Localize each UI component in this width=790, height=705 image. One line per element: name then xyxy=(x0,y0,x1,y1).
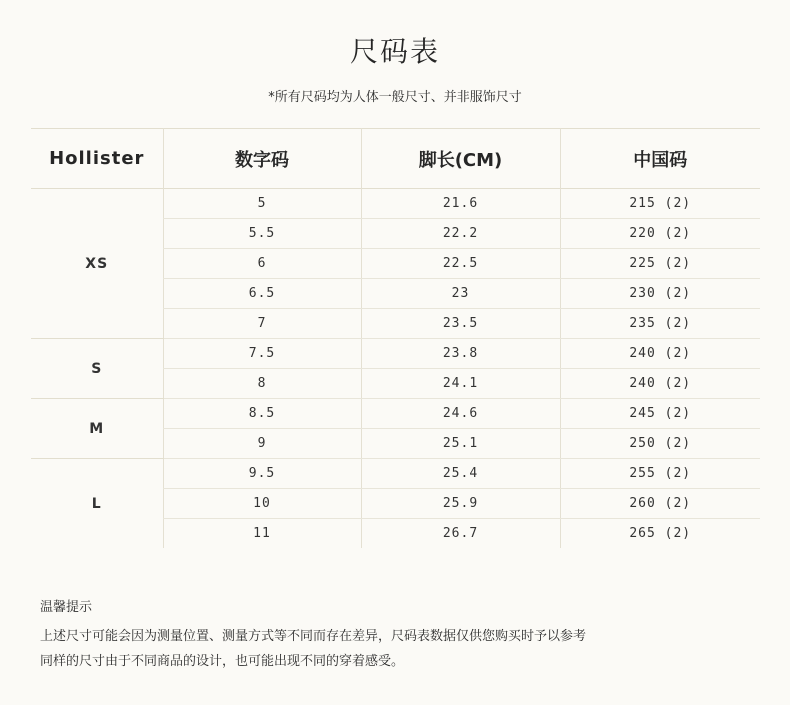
size-group-label: L xyxy=(91,495,102,512)
foot-length-cell: 22.5 xyxy=(361,249,560,279)
table-body xyxy=(31,189,760,549)
china-size-cell: 240 (2) xyxy=(560,339,760,369)
size-group-label: XS xyxy=(31,189,163,339)
china-size-cell: 260 (2) xyxy=(560,489,760,519)
number-size-cell: 10 xyxy=(163,489,361,519)
foot-length-cell: 21.6 xyxy=(361,189,560,219)
notes-line: 同样的尺寸由于不同商品的设计，也可能出现不同的穿着感受。 xyxy=(40,654,405,669)
notes-title: 温馨提示 xyxy=(40,600,93,615)
china-size-cell: 225 (2) xyxy=(560,249,760,279)
number-size-cell: 11 xyxy=(163,519,361,549)
number-size-cell: 6.5 xyxy=(163,279,361,309)
page-subtitle: *所有尺码均为人体一般尺寸、并非服饰尺寸 xyxy=(268,90,522,105)
number-size-cell: 6 xyxy=(163,249,361,279)
size-chart-table xyxy=(31,128,760,548)
foot-length-cell: 25.4 xyxy=(361,459,560,489)
page-title: 尺码表 xyxy=(349,35,440,68)
foot-length-cell: 22.2 xyxy=(361,219,560,249)
foot-length-cell: 24.6 xyxy=(361,399,560,429)
number-size-cell: 8.5 xyxy=(163,399,361,429)
china-size-cell: 220 (2) xyxy=(560,219,760,249)
table-row xyxy=(31,339,760,369)
foot-length-cell: 23.5 xyxy=(361,309,560,339)
table-header-row xyxy=(31,129,760,189)
foot-length-cell: 24.1 xyxy=(361,369,560,399)
header-china-size: 中国码 xyxy=(560,129,760,189)
foot-length-cell: 25.9 xyxy=(361,489,560,519)
size-group-label: M xyxy=(31,399,163,459)
number-size-cell: 5 xyxy=(163,189,361,219)
china-size-cell: 255 (2) xyxy=(560,459,760,489)
foot-length-cell: 25.1 xyxy=(361,429,560,459)
notes-line: 上述尺寸可能会因为测量位置、测量方式等不同而存在差异，尺码表数据仅供您购买时予以参考 xyxy=(40,629,587,644)
header-brand: Hollister xyxy=(49,148,145,169)
foot-length-cell: 23.8 xyxy=(361,339,560,369)
notes-section xyxy=(40,596,760,674)
foot-length-cell: 23 xyxy=(361,279,560,309)
number-size-cell: 7.5 xyxy=(163,339,361,369)
table-row xyxy=(31,459,760,489)
number-size-cell: 9.5 xyxy=(163,459,361,489)
table-row xyxy=(31,189,760,219)
china-size-cell: 215 (2) xyxy=(560,189,760,219)
header-number-size: 数字码 xyxy=(163,129,361,189)
number-size-cell: 9 xyxy=(163,429,361,459)
china-size-cell: 245 (2) xyxy=(560,399,760,429)
number-size-cell: 8 xyxy=(163,369,361,399)
china-size-cell: 230 (2) xyxy=(560,279,760,309)
size-group-label: S xyxy=(31,339,163,399)
foot-length-cell: 26.7 xyxy=(361,519,560,549)
table-row xyxy=(31,399,760,429)
number-size-cell: 7 xyxy=(163,309,361,339)
header-foot-length: 脚长(CM) xyxy=(361,129,560,189)
china-size-cell: 240 (2) xyxy=(560,369,760,399)
number-size-cell: 5.5 xyxy=(163,219,361,249)
china-size-cell: 235 (2) xyxy=(560,309,760,339)
china-size-cell: 250 (2) xyxy=(560,429,760,459)
china-size-cell: 265 (2) xyxy=(560,519,760,549)
